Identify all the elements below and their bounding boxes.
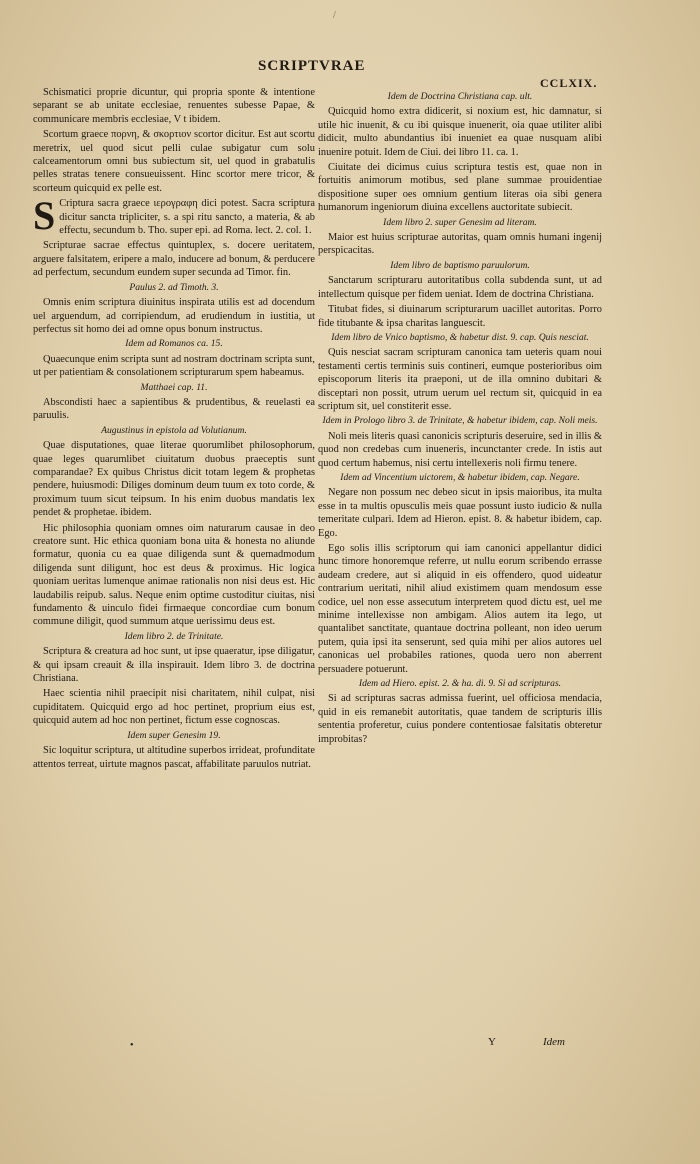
citation-line: Idem super Genesim 19. — [127, 729, 221, 741]
paragraph: Maior est huius scripturae autoritas, quam omnis humani ingenij perspicacitas. — [318, 232, 602, 257]
paragraph: Quis nesciat sacram scripturam canonica tam ueteris quam noui testamenti certis terminis suis contineri, eumque posterioribus oim episcoporum literis ita praeponi, ut de illa omnino dubitari & disceptari non possit, utrum uerum uel rectum sit, quicquid in ea scriptum sit, uel constiterit esse. — [318, 347, 602, 412]
paragraph: Si ad scripturas sacras admissa fuerint, uel officiosa mendacia, quid in eis remanebit autoritatis, quae tandem de scripturis illis sententia proferetur, cuius pondere contentiosae falsitatis obteretur improbitas? — [318, 693, 602, 745]
right-column — [318, 90, 602, 1065]
paragraph: Ego solis illis scriptorum qui iam canonici appellantur didici hunc timore honoremque referre, ut nullu eorum scribendo errasse audeam credere, aut si aliquid in eis offendero, quod uideatur contrarium ueritati, nihil aliud existimem quam mendosum esse codice, uel non esse assecutum interpretem quod dictu est, uel me minime intellexisse non ambigam. Alios autem ita lego, ut quantalibet sanctitate, quantaue doctrina polleant, non ideo uerum putem, quia ipsi ita senserunt, sed quia mihi per alios autores uel canonicas uel probabiles rationes, quoda uero non aberrent persuadere potuerunt. — [318, 543, 602, 675]
paragraph: Scripturae sacrae effectus quintuplex, s. docere ueritatem, arguere falsitatem, eripere a malo, inducere ad bonum, & perducere ad perfectum, secundum eundem super secunda ad Timor. fin. — [33, 240, 315, 279]
paragraph: Omnis enim scriptura diuinitus inspirata utilis est ad docendum uel arguendum, ad corripiendum, ad erudiendum in iustitia, ut perfectus sit homo dei ad omne opus bonum instructus. — [33, 297, 315, 335]
paragraph: Abscondisti haec a sapientibus & prudentibus, & reuelasti ea paruulis. — [33, 396, 315, 422]
citation-line: Idem ad Romanos ca. 15. — [125, 338, 223, 350]
drop-capital: S — [33, 193, 56, 239]
ink-dot: • — [130, 1040, 134, 1051]
paragraph: Negare non possum nec debeo sicut in ipsis maioribus, ita multa esse in ta multis opusculis meis quae possunt iusto iudicio & nulla temeritate culpari. Idem ad Hieron. epist. 8. & habetur ibidem, cap. Ego. — [318, 487, 602, 539]
citation-line: Paulus 2. ad Timoth. 3. — [129, 281, 219, 293]
citation-line: Idem libro 2. de Trinitate. — [124, 630, 224, 642]
citation-line: Idem libro 2. super Genesim ad literam. — [383, 216, 537, 228]
running-head: SCRIPTVRAE — [258, 58, 366, 74]
paragraph: Sic loquitur scriptura, ut altitudine superbos irrideat, profunditate attentos terreat, uirtute magnos pascat, affabilitate paruulos nutriat. — [33, 745, 315, 770]
paragraph: Scortum graece πορνη, & σκορτιον scortor dicitur. Est aut scortu meretrix, uel quod sicut pelli culae subigatur cum solu calceamentorum omni bus subiectum sit, uel quod in grabatulis pelles stratas tenere consueuissent. Hinc scortor mere tricor, & scorteum quicquid ex pelle est. — [33, 129, 315, 194]
citation-line: Idem ad Vincentium uictorem, & habetur ibidem, cap. Negare. — [340, 471, 580, 483]
paragraph: Quaecunque enim scripta sunt ad nostram doctrinam scripta sunt, ut per patientiam & consolationem scripturarum spem habeamus. — [33, 353, 315, 379]
paragraph: Quae disputationes, quae literae quorumlibet philosophorum, quae leges quarumlibet ciuitatum duobus praeceptis sunt comparandae? Ex quibus Christus dicit totam legem & prophetas pendere, huiusmodi: Diliges dominum deum tuum ex toto corde, & proximum tuum sicut teipsum. In his enim duobus mandatis lex pendet & prophetae. ibidem. — [33, 440, 315, 519]
catchword: Idem — [543, 1036, 565, 1048]
left-column — [33, 86, 315, 1061]
paragraph: Titubat fides, si diuinarum scripturarum uacillet autoritas. Porro fide titubante & ipsa charitas languescit. — [318, 304, 602, 329]
paragraph: Haec scientia nihil praecipit nisi charitatem, nihil culpat, nisi cupiditatem. Quicquid ergo ad hoc pertinet, proprium eius est, quicquid autem ad hoc non pertinet, fictum esse cognoscas. — [33, 688, 315, 727]
paragraph: Noli meis literis quasi canonicis scripturis deseruire, sed in illis & quod non credebas cum inueneris, incunctanter crede. In istis aut quod certum habemus, nisi certu intellexeris noli firmu tenere. — [318, 430, 602, 469]
citation-line: Idem in Prologo libro 3. de Trinitate, & habetur ibidem, cap. Noli meis. — [322, 415, 598, 427]
paragraph: Ciuitate dei dicimus cuius scriptura testis est, quae non in fortuitis animorum motibus, sed plane summae prouidentiae dispositione super oes omnium gentium literas oia sibi genera humanorum ingeniorum diuina excellens auctoritate subiecit. — [318, 162, 602, 214]
citation-line: Augustinus in epistola ad Volutianum. — [101, 424, 247, 436]
paragraph: Schismatici proprie dicuntur, qui propria sponte & intentione separant se ab unitate ecclesiae, renuentes subesse Papae, & communicare membris ecclesiae, V t ibidem. — [33, 87, 315, 125]
paragraph-text: Criptura sacra graece ιερογραφη dici potest. Sacra scriptura dicitur sancta tripliciter, s. a spi ritu sancto, a materia, & ab effectu, secundum b. Tho. super epi. ad Roma. lect. 2. col. 1. — [59, 198, 315, 237]
citation-line: Idem de Doctrina Christiana cap. ult. — [387, 91, 533, 102]
citation-line: Idem libro de Vnico baptismo, & habetur dist. 9. cap. Quis nesciat. — [331, 331, 589, 343]
page-mark: / — [333, 10, 336, 21]
citation-line: Idem ad Hiero. epist. 2. & ha. di. 9. Si ad scripturas. — [358, 678, 562, 690]
citation-line: Matthaei cap. 11. — [140, 381, 208, 393]
paragraph: Hic philosophia quoniam omnes oim naturarum causae in deo creatore sunt. Hic ethica quoniam bona uita & honesta no aliunde formatur, quonia cu ea quae diligenda sunt & quemadmodum diligenda sunt diligunt, hoc est deus & proximus. Hic logica quoniam ueritas lumenque animae rationalis non nisi deus est. Hic laudabilis reipub. salus. Neque enim optime custoditur ciuitas, nisi fundamento & uinculo fidei firmaeque concordiae cum bonum commune diligit, quod summum atque uerissimu deus est. — [33, 522, 315, 628]
paragraph-with-initial — [33, 193, 315, 239]
citation-line: Idem libro de baptismo paruulorum. — [390, 259, 530, 271]
paragraph: Sanctarum scripturaru autoritatibus colla subdenda sunt, ut ad intellectum quisque per fidem ueniat. Idem de doctrina Christiana. — [318, 275, 602, 300]
folio-number: CCLXIX. — [540, 76, 598, 90]
paragraph: Scriptura & creatura ad hoc sunt, ut ipse quaeratur, ipse diligatur, & qui ipsam creauit & illa inspirauit. Idem libro 3. de doctrina Christiana. — [33, 646, 315, 685]
paragraph: Quicquid homo extra didicerit, si noxium est, hic damnatur, si utile hic inuenit, & cu ibi quisque inuenerit, oia quae utiliter alibi didicit, multo abundantius ibi inueniet ea quae nusquam alibi inuenire potuit. Idem de Ciui. dei libro 11. ca. 1. — [318, 106, 602, 158]
signature-mark: Y — [488, 1036, 496, 1048]
